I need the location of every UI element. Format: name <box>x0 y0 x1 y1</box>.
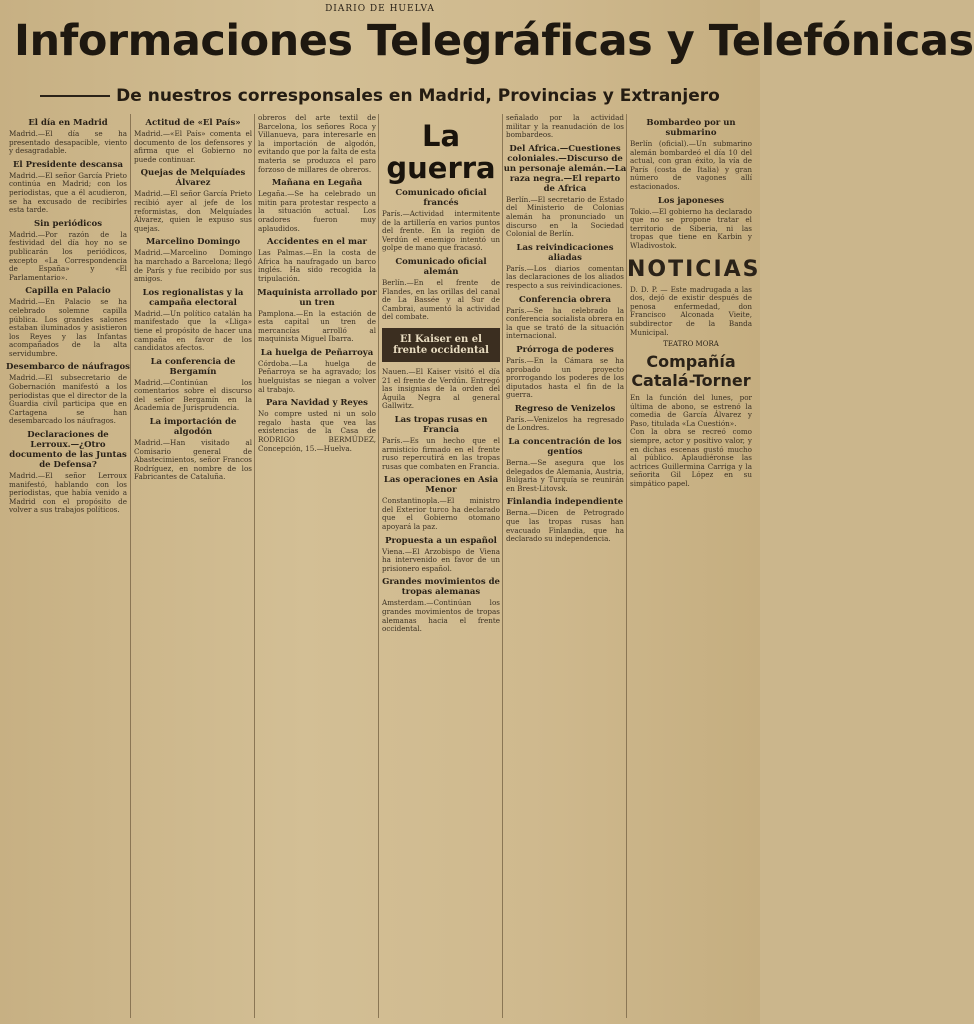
article-text: París.—Venizelos ha regresado de Londres. <box>506 414 624 433</box>
headline: Las operaciones en Asia Menor <box>383 475 499 496</box>
headline: La importación de algodón <box>149 417 237 438</box>
article-text: Madrid.—Han visitado al Comisario general de Abastecimientos, señor Francos Rodríguez, en nombre de los Fabricantes de Cataluña. <box>134 438 252 482</box>
headline: Comunicado oficial francés <box>395 188 487 208</box>
article-text: París.—Actividad intermitente de la artillería en varios puntos del frente. En la región de Verdún el enemigo intentó un golpe de mano que fracasó. <box>382 209 500 253</box>
column-1 <box>6 114 130 1018</box>
column-4 <box>378 114 503 1018</box>
article-text: Berlín (oficial).—Un submarino alemán bombardeó el día 10 del actual, con gran éxito, la vía de París (costa de Italia) y gran número de vagones allí estacionados. <box>630 139 752 191</box>
boxed-headline: El Kaiser en el frente occidental <box>382 328 500 362</box>
article-text: Madrid.—En Palacio se ha celebrado solemne capilla pública. Los grandes salones estaban iluminados y asistieron los Reyes y las Infantas acompañados de la alta servidumbre. <box>9 297 127 358</box>
article-text: Pamplona.—En la estación de esta capital un tren de mercancías arrolló al maquinista Miguel Ibarra. <box>258 308 376 344</box>
headline: Actitud de «El País» <box>145 118 241 128</box>
company-heading: Compañía Catalá-Torner <box>631 352 751 391</box>
headline: Prórroga de poderes <box>516 344 614 355</box>
article-text: París.—Se ha celebrado la conferencia socialista obrera en la que se trató de la situación internacional. <box>506 305 624 341</box>
article-text: Madrid.—Marcelino Domingo ha marchado a Barcelona; llegó de París y fue recibido por sus amigos. <box>134 248 252 284</box>
article-text: Madrid.—El señor García Prieto recibió ayer al jefe de los reformistas, don Melquíades Álvarez, quien le expuso sus quejas. <box>134 189 252 233</box>
article-text: señalado por la actividad militar y la reanudación de los bombardeos. <box>506 113 624 140</box>
article-text: Legaña.—Se ha celebrado un mitin para protestar respecto a la situación actual. Los oradores fueron muy aplaudidos. <box>258 189 376 233</box>
headline: Las tropas rusas en Francia <box>394 414 488 435</box>
article-text: Berlín.—En el frente de Flandes, en las orillas del canal de La Bassée y al Sur de Cambrai, aumentó la actividad del combate. <box>382 277 500 322</box>
article-text: D. D. P. — Este madrugada a las dos, dejó de existir después de penosa enfermedad, don Francisco Alconada Vieite, subdirector de la Banda Municipal. <box>630 284 752 337</box>
article-text: Madrid.—Un político catalán ha manifestado que la «Lliga» tiene el propósito de hacer una campaña en favor de los candidatos afectos. <box>134 308 252 353</box>
noticias-heading: NOTICIAS <box>627 256 761 282</box>
headline: Bombardeo por un submarino <box>646 118 736 138</box>
article-text: París.—Es un hecho que el armisticio firmado en el frente ruso repercutirá en las tropas rusas que combaten en Francia. <box>382 435 500 471</box>
article-text: obreros del arte textil de Barcelona, los señores Roca y Villanueva, para interesarle en la importación de algodón, evitando que por la falta de esta materia se produzca el paro forzoso de millares de obreros. <box>258 113 376 174</box>
theater-label: TEATRO MORA <box>663 340 719 349</box>
article-text: Amsterdam.—Continúan los grandes movimientos de tropas alemanas hacia el frente occidental. <box>382 598 500 634</box>
article-text: Madrid.—El día se ha presentado desapacible, viento y desagradable. <box>9 129 127 156</box>
article-text: Madrid.—El señor Lerroux manifestó, hablando con los periodistas, que había venido a Madrid con el propósito de volver a sus trabajos políticos. <box>9 471 127 515</box>
headline: Quejas de Melquíades Álvarez <box>140 168 246 189</box>
headline: La conferencia de Bergamín <box>150 356 236 377</box>
headline: Capilla en Palacio <box>25 286 111 297</box>
headline: Propuesta a un español <box>385 535 497 546</box>
article-text: Berna.—Dicen de Petrogrado que las tropas rusas han evacuado Finlandia, que ha declarado su independencia. <box>506 508 624 544</box>
column-2 <box>130 114 255 1018</box>
headline: Mañana en Legaña <box>271 178 363 189</box>
headline: Marcelino Domingo <box>145 237 241 248</box>
subhead-rule <box>40 95 110 97</box>
headline: Declaraciones de Lerroux.—¿Otro documento de las Juntas de Defensa? <box>9 430 127 471</box>
subhead-text: De nuestros corresponsales en Madrid, Provincias y Extranjero <box>116 86 720 106</box>
headline: Comunicado oficial alemán <box>395 256 487 277</box>
article-text: En la función del lunes, por última de abono, se estrenó la comedia de García Álvarez y Paso, titulada «La Cuestión». <box>630 393 752 428</box>
article-text: Berlín.—El secretario de Estado del Ministerio de Colonias alemán ha pronunciado un discurso en la Sociedad Colonial de Berlín. <box>506 194 624 239</box>
paper-name: DIARIO DE HUELVA <box>325 4 435 14</box>
headline: Finlandia independiente <box>506 497 624 508</box>
headline: Maquinista arrollado por un tren <box>257 287 377 308</box>
headline: Conferencia obrera <box>518 294 612 305</box>
article-text: Viena.—El Arzobispo de Viena ha intervenido en favor de un prisionero español. <box>382 546 500 573</box>
column-6 <box>626 114 761 1018</box>
headline: La huelga de Peñarroya <box>260 347 374 358</box>
headline: El Presidente descansa <box>12 159 124 170</box>
article-text: Madrid.—Por razón de la festividad del día hoy no se publicarán los periódicos, excepto «La Correspondencia de España» y «El Parlamentario». <box>9 229 127 282</box>
headline: Regreso de Venizelos <box>514 403 616 414</box>
article-text: Tokio.—El gobierno ha declarado que no se propone tratar el territorio de Siberia, ni las tropas que tiene en Karbin y Wladivostok. <box>630 206 752 250</box>
column-3 <box>254 114 379 1018</box>
headline: Los japoneses <box>657 195 725 206</box>
article-text: París.—Los diarios comentan las declaraciones de los aliados respecto a sus reivindicaciones. <box>506 263 624 290</box>
article-text: Berna.—Se asegura que los delegados de Alemania, Austria, Bulgaria y Turquía se reunirán en Brest-Litovsk. <box>506 458 624 493</box>
article-text: Córdoba.—La huelga de Peñarroya se ha agravado; los huelguistas se niegan a volver al trabajo. <box>258 358 376 394</box>
article-columns <box>6 113 761 1018</box>
headline: Desembarco de náufragos <box>6 362 130 373</box>
article-text: Nauen.—El Kaiser visitó el día 21 el frente de Verdún. Entregó las insignias de la orden del Águila Negra al general Gallwitz. <box>382 366 500 411</box>
headline: El día en Madrid <box>28 118 108 128</box>
headline: Accidentes en el mar <box>267 237 367 248</box>
headline: Para Navidad y Reyes <box>266 398 368 409</box>
article-text: Las Palmas.—En la costa de Africa ha naufragado un barco inglés. Ha sido recogida la tripulación. <box>258 248 376 283</box>
article-text: París.—En la Cámara se ha aprobado un proyecto prorrogando los poderes de los diputados hasta el fin de la guerra. <box>506 355 624 400</box>
column-5 <box>502 114 627 1018</box>
article-text: Constantinopla.—El ministro del Exterior turco ha declarado que el Gobierno otomano apoyará la paz. <box>382 496 500 532</box>
headline: Sin periódicos <box>33 218 103 229</box>
masthead-title: Informaciones Telegráficas y Telefónicas <box>14 16 974 66</box>
article-text: Madrid.—«El País» comenta el documento de los defensores y afirma que el Gobierno no puede continuar. <box>134 129 252 164</box>
section-title: La guerra <box>386 119 496 185</box>
headline: Del Africa.—Cuestiones coloniales.—Discurso de un personaje alemán.—La raza negra.—El reparto de Africa <box>503 143 627 194</box>
article-text: No compre usted ni un solo regalo hasta que vea las existencias de la Casa de RODRIGO BERMÚDEZ, Concepción, 15.—Huelva. <box>258 409 376 453</box>
article-text: Con la obra se recreó como siempre, actor y positivo valor, y en dichas escenas gustó mucho al público. Aplaudiéronse las actrices Guillermina Carriga y la señorita Gil López en su simpático papel. <box>630 427 752 489</box>
article-text: Madrid.—El subsecretario de Gobernación manifestó a los periodistas que el director de la Guardia civil participa que en Cartagena se han desembarcado los náufragos. <box>9 373 127 426</box>
headline: La concentración de los gentíos <box>508 437 622 458</box>
section-subhead <box>0 86 760 106</box>
article-text: Madrid.—Continúan los comentarios sobre el discurso del señor Bergamín en la Academia de Jurisprudencia. <box>134 377 252 413</box>
headline: Grandes movimientos de tropas alemanas <box>382 577 500 598</box>
headline: Los regionalistas y la campaña electoral <box>142 287 244 308</box>
article-text: Madrid.—El señor García Prieto continúa en Madrid; con los periodistas, que a él acudieron, se ha excusado de recibirles esta tarde. <box>9 170 127 215</box>
headline: Las reivindicaciones aliadas <box>516 242 614 263</box>
